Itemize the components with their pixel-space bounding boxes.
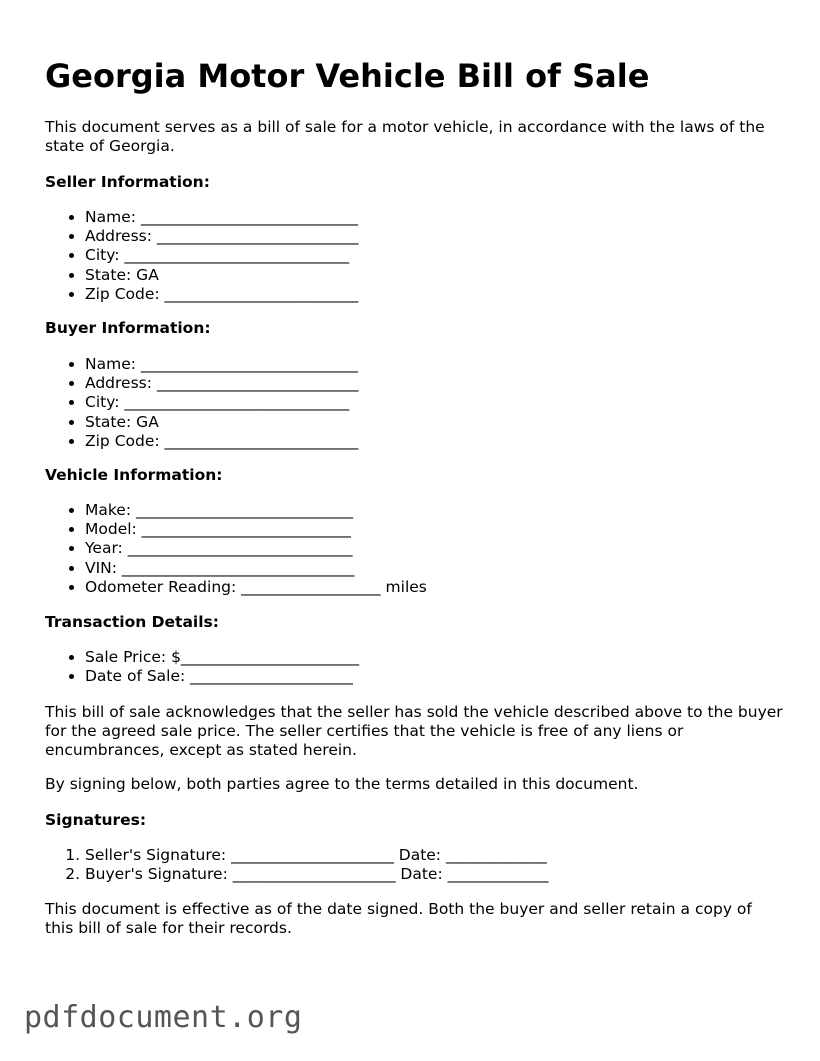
buyer-zip-field: • Zip Code: _________________________ <box>85 432 358 451</box>
seller-state-field: • State: GA <box>85 266 358 285</box>
transaction-heading: Transaction Details: <box>45 613 219 631</box>
acknowledgment-paragraph: This bill of sale acknowledges that the seller has sold the vehicle described above to the buyer for the agreed sale price. The seller certifies that the vehicle is free of any liens or encumbrances, except as stated herein. <box>45 703 783 759</box>
vehicle-list <box>45 501 427 597</box>
sale-date-field: • Date of Sale: _____________________ <box>85 667 359 686</box>
seller-name-field: • Name: ____________________________ <box>85 208 358 227</box>
seller-address-field: • Address: __________________________ <box>85 227 358 246</box>
seller-zip-field: • Zip Code: _________________________ <box>85 285 358 304</box>
seller-city-field: • City: _____________________________ <box>85 246 358 265</box>
seller-list <box>45 208 358 304</box>
closing-paragraph: This document is effective as of the date signed. Both the buyer and seller retain a copy of this bill of sale for their records. <box>45 900 752 937</box>
seller-heading: Seller Information: <box>45 173 210 191</box>
agreement-paragraph: By signing below, both parties agree to the terms detailed in this document. <box>45 775 639 793</box>
signatures-heading: Signatures: <box>45 811 147 829</box>
buyer-list <box>45 355 358 451</box>
vehicle-odometer-field: • Odometer Reading: __________________ miles <box>85 578 427 597</box>
buyer-state-field: • State: GA <box>85 413 358 432</box>
signatures-list <box>45 846 548 884</box>
buyer-name-field: • Name: ____________________________ <box>85 355 358 374</box>
buyer-city-field: • City: _____________________________ <box>85 393 358 412</box>
buyer-address-field: • Address: __________________________ <box>85 374 358 393</box>
seller-signature-line: 1. Seller's Signature: _____________________ Date: _____________ <box>85 846 548 865</box>
vehicle-heading: Vehicle Information: <box>45 466 223 484</box>
intro-paragraph: This document serves as a bill of sale for a motor vehicle, in accordance with the laws of the state of Georgia. <box>45 118 765 155</box>
buyer-signature-line: 2. Buyer's Signature: _____________________ Date: _____________ <box>85 865 548 884</box>
vehicle-year-field: • Year: _____________________________ <box>85 539 427 558</box>
vehicle-make-field: • Make: ____________________________ <box>85 501 427 520</box>
watermark-logo: pdfdocument.org <box>24 1000 303 1035</box>
transaction-list <box>45 648 359 686</box>
vehicle-model-field: • Model: ___________________________ <box>85 520 427 539</box>
document-title: Georgia Motor Vehicle Bill of Sale <box>45 57 650 95</box>
buyer-heading: Buyer Information: <box>45 319 211 337</box>
sale-price-field: • Sale Price: $_______________________ <box>85 648 359 667</box>
vehicle-vin-field: • VIN: ______________________________ <box>85 559 427 578</box>
